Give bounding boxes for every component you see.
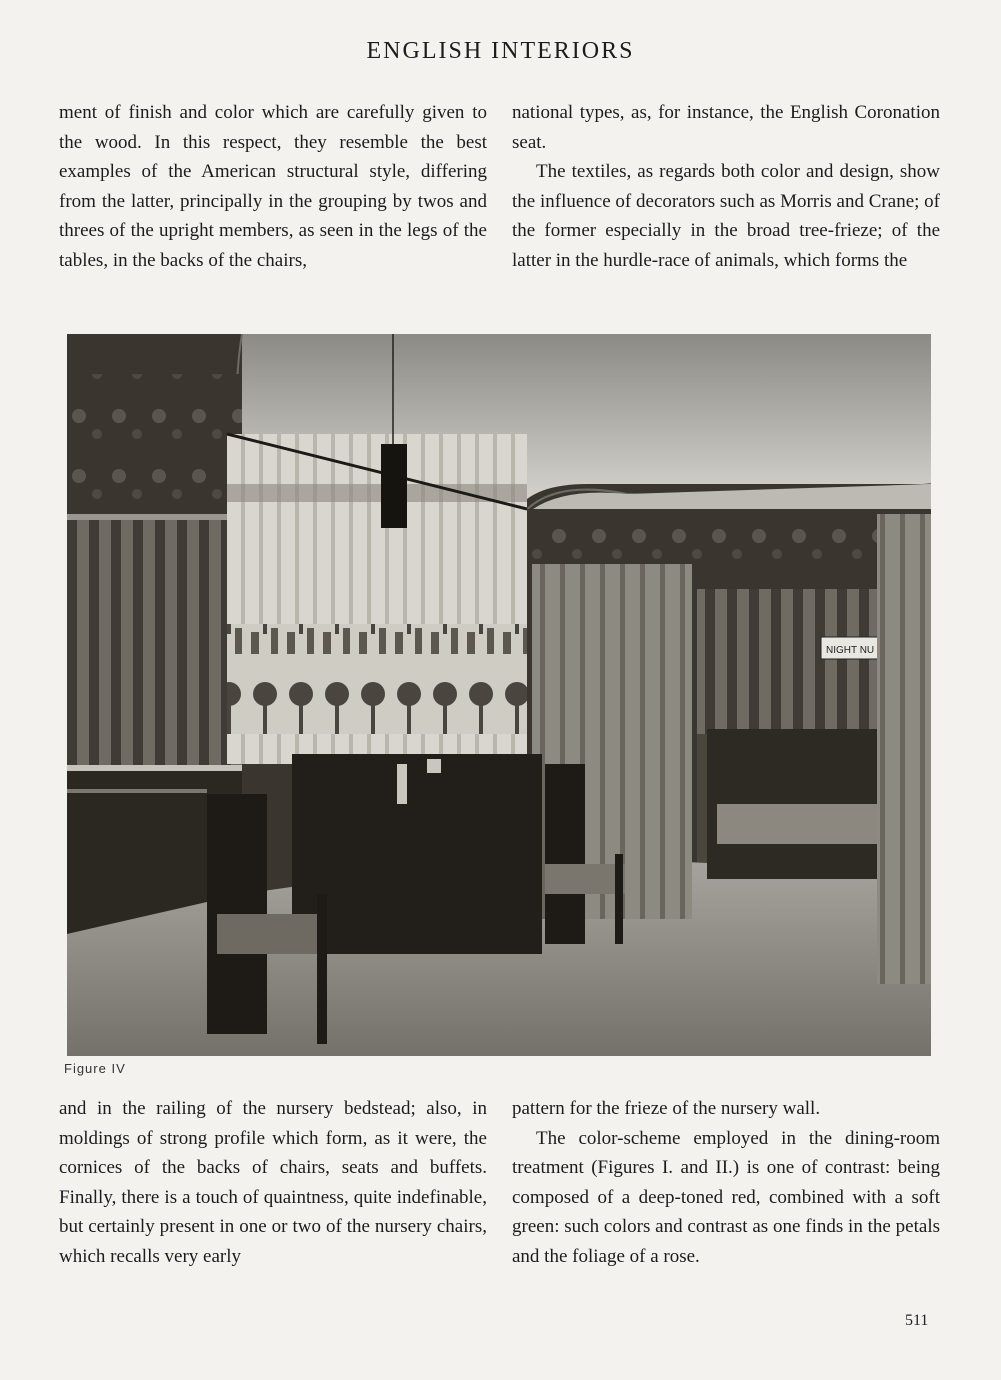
text-column-bottom-left <box>59 1094 487 1271</box>
figure-caption: Figure IV <box>64 1061 126 1076</box>
running-head: ENGLISH INTERIORS <box>366 38 635 64</box>
text-column-top-left <box>59 98 487 275</box>
text-column-bottom-right <box>512 1094 940 1271</box>
paragraph: national types, as, for instance, the English Coronation seat. <box>512 102 940 153</box>
paragraph: The color-scheme employed in the dining-room treatment (Figures I. and II.) is one of contrast: being composed of a deep-toned red, combined with a soft green: such colors and contrast as one finds in the petals and the foliage of a rose. <box>512 1127 940 1267</box>
paragraph: and in the railing of the nursery bedstead; also, in moldings of strong profile which form, as it were, the cornices of the backs of chairs, seats and buffets. Finally, there is a touch of quaintness, quite indefinable, but certainly present in one or two of the nursery chairs, which recalls very early <box>59 1098 487 1267</box>
wall-sign-text: NIGHT NU <box>826 645 875 656</box>
page-number: 511 <box>905 1312 929 1329</box>
paragraph: pattern for the frieze of the nursery wall. <box>512 1098 821 1119</box>
text-column-top-right <box>512 98 940 275</box>
paragraph: The textiles, as regards both color and design, show the influence of decorators such as Morris and Crane; of the former especially in the broad tree-frieze; of the latter in the hurdle-race of animals, which forms the <box>512 161 940 271</box>
paragraph: ment of finish and color which are carefully given to the wood. In this respect, they resemble the best examples of the American structural style, differing from the latter, principally in the grouping by twos and threes of the upright members, as seen in the legs of the tables, in the backs of the chairs, <box>59 102 487 271</box>
figure-photograph <box>67 334 931 1056</box>
